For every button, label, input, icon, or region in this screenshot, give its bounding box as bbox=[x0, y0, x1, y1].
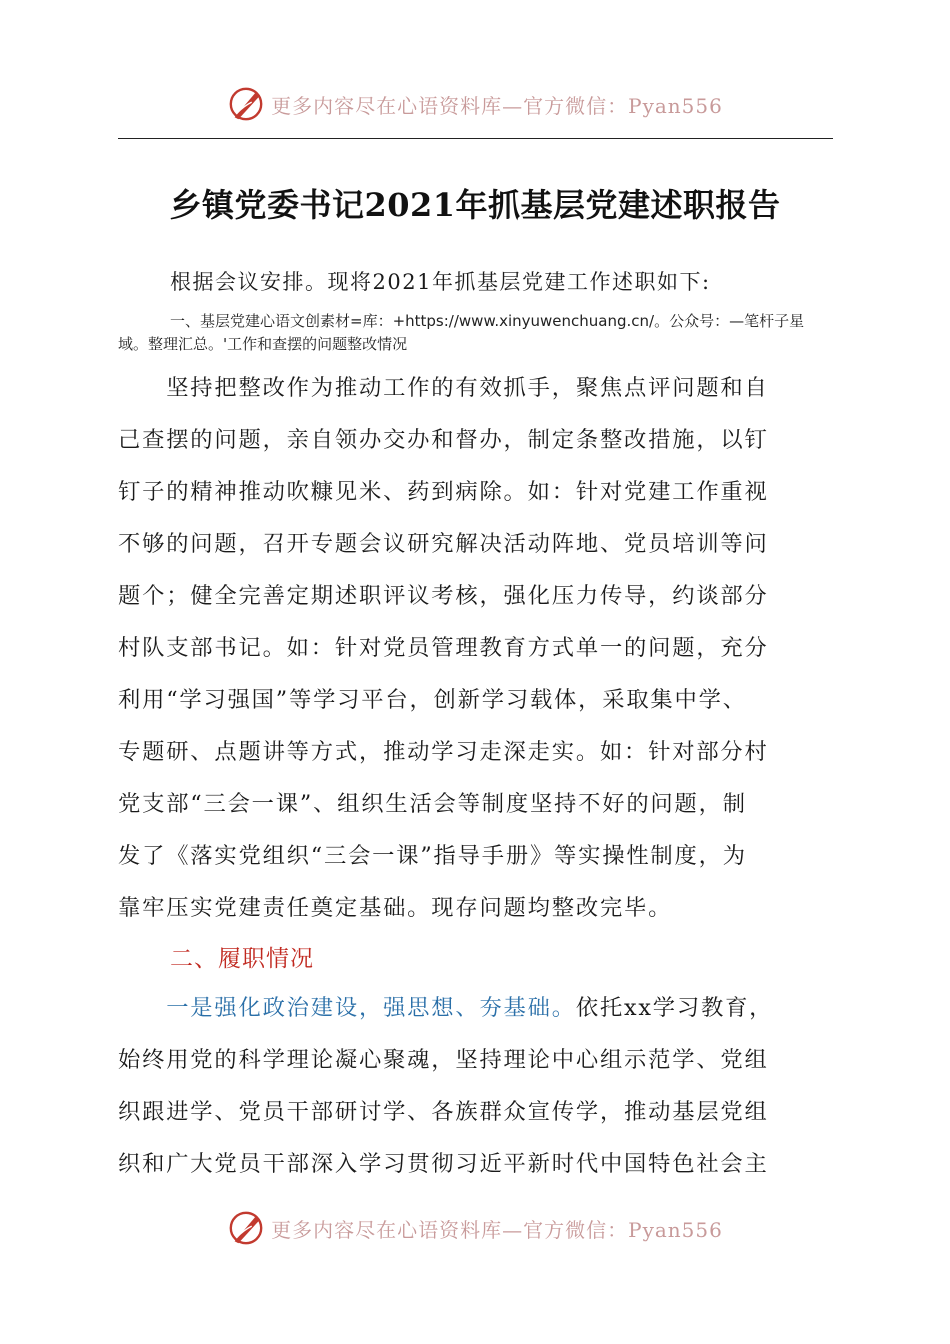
banner-text: 更多内容尽在心语资料库—官方微信：Pyan556 bbox=[271, 93, 723, 118]
text-line: 专题研、点题讲等方式，推动学习走深走实。如：针对部分村 bbox=[118, 739, 769, 765]
paragraph-rectification bbox=[118, 362, 833, 934]
text-line: 坚持把整改作为推动工作的有效抓手，聚焦点评问题和自 bbox=[118, 375, 769, 401]
intro-line: 根据会议安排。现将2021年抓基层党建工作述职如下: bbox=[170, 270, 711, 294]
text-line bbox=[118, 982, 833, 1034]
document-title: 乡镇党委书记2021年抓基层党建述职报告 bbox=[169, 186, 781, 224]
quill-pen-logo-icon bbox=[227, 1209, 265, 1247]
text-line: 不够的问题，召开专题会议研究解决活动阵地、党员培训等问 bbox=[118, 531, 769, 557]
header-banner bbox=[0, 84, 950, 124]
header-divider bbox=[118, 138, 833, 139]
text-line: 发了《落实党组织“三会一课”指导手册》等实操性制度，为 bbox=[118, 843, 747, 869]
text-line: 始终用党的科学理论凝心聚魂，坚持理论中心组示范学、党组 bbox=[118, 1047, 769, 1073]
text-fragment: 依托xx学习教育， bbox=[575, 995, 774, 1021]
text-line: 党支部“三会一课”、组织生活会等制度坚持不好的问题，制 bbox=[118, 791, 747, 817]
text-line: 钉子的精神推动吹糠见米、药到病除。如：针对党建工作重视 bbox=[118, 479, 769, 505]
text-line: 利用“学习强国”等学习平台，创新学习载体，采取集中学、 bbox=[118, 687, 747, 713]
section-heading-duty: 二、履职情况 bbox=[170, 946, 314, 972]
text-line: 村队支部书记。如：针对党员管理教育方式单一的问题，充分 bbox=[118, 635, 769, 661]
source-note: 一、基层党建心语文创素材=库：+https://www.xinyuwenchuang.cn/。公众号：—笔杆子星域。整理汇总。'工作和查摆的问题整改情况 bbox=[118, 312, 805, 353]
text-line: 己查摆的问题，亲自领办交办和督办，制定条整改措施，以钉 bbox=[118, 427, 769, 453]
text-line: 题个；健全完善定期述职评议考核，强化压力传导，约谈部分 bbox=[118, 583, 769, 609]
paragraph-political-building bbox=[118, 982, 833, 1190]
text-line: 靠牢压实党建责任奠定基础。现存问题均整改完毕。 bbox=[118, 895, 673, 921]
lead-phrase: 一是强化政治建设，强思想、夯基础。 bbox=[118, 995, 576, 1021]
footer-banner bbox=[0, 1208, 950, 1248]
quill-pen-logo-icon bbox=[227, 85, 265, 123]
text-line: 织和广大党员干部深入学习贯彻习近平新时代中国特色社会主 bbox=[118, 1151, 769, 1177]
text-line: 织跟进学、党员干部研讨学、各族群众宣传学，推动基层党组 bbox=[118, 1099, 769, 1125]
banner-text: 更多内容尽在心语资料库—官方微信：Pyan556 bbox=[271, 1217, 723, 1242]
